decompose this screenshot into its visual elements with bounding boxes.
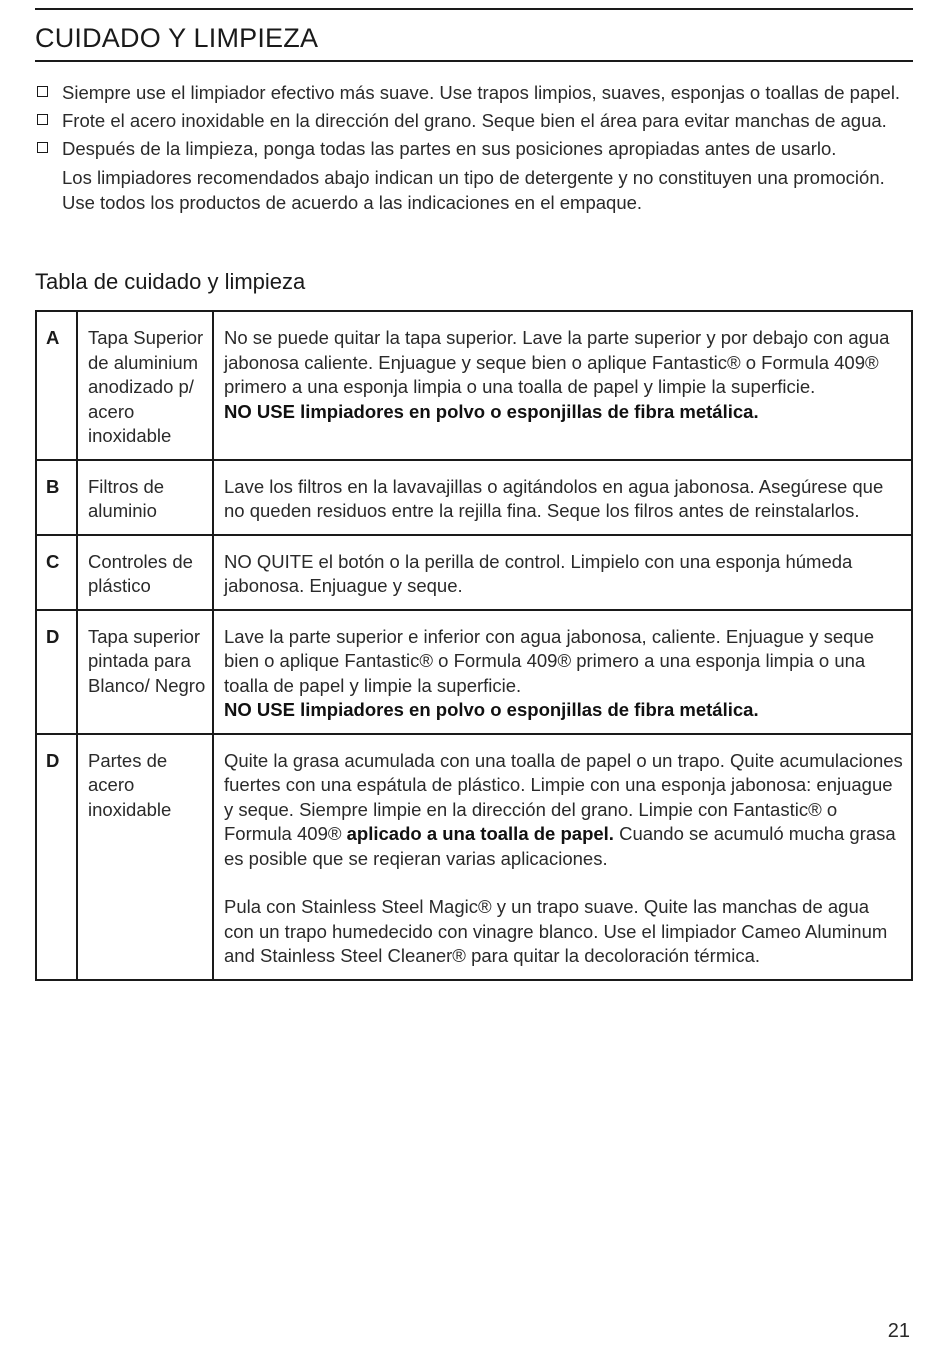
table-row <box>36 610 912 734</box>
row-letter: A <box>36 311 77 460</box>
part-name: Controles de plástico <box>77 535 213 610</box>
checkbox-icon <box>37 114 48 125</box>
row-letter: D <box>36 610 77 734</box>
section-title: Tabla de cuidado y limpieza <box>35 269 306 294</box>
instructions <box>213 535 912 610</box>
checkbox-icon <box>37 86 48 97</box>
instruction-text: Cuando se acumuló mucha grasa es posible que se reqieran varias aplicaciones. <box>224 823 896 869</box>
page-content <box>35 8 913 981</box>
title-rule <box>35 60 913 62</box>
part-name: Tapa superior pintada para Blanco/ Negro <box>77 610 213 734</box>
page-number: 21 <box>887 1320 910 1342</box>
cleaner-note: Los limpiadores recomendados abajo indican un tipo de detergente y no constituyen una promoción. Use todos los productos de acuerdo a las indicaciones en el empaque. <box>62 167 885 213</box>
instruction-text: NO QUITE el botón o la perilla de control. Limpielo con una esponja húmeda jabonosa. Enjuague y seque. <box>224 550 853 596</box>
list-item-text: Después de la limpieza, ponga todas las partes en sus posiciones apropiadas antes de usarlo. <box>62 138 837 159</box>
instructions <box>213 610 912 734</box>
row-letter: B <box>36 460 77 535</box>
instruction-text: Lave los filtros en la lavavajillas o agitándolos en agua jabonosa. Asegúrese que no queden residuos entre la rejilla fina. Seque los filros antes de reinstalarlos. <box>224 475 884 521</box>
warning-text: NO USE limpiadores en polvo o esponjillas de fibra metálica. <box>224 699 759 720</box>
emphasis-text: aplicado a una toalla de papel. <box>346 823 614 844</box>
instructions <box>213 734 912 980</box>
checkbox-icon <box>37 142 48 153</box>
part-name: Filtros de aluminio <box>77 460 213 535</box>
care-table <box>35 310 913 981</box>
list-item-text: Frote el acero inoxidable en la dirección del grano. Seque bien el área para evitar manchas de agua. <box>62 110 887 131</box>
list-item <box>35 136 913 161</box>
page-title: CUIDADO Y LIMPIEZA <box>35 23 319 53</box>
instruction-paragraph <box>224 749 903 872</box>
instructions <box>213 460 912 535</box>
top-rule <box>35 8 913 10</box>
row-letter: D <box>36 734 77 980</box>
table-row <box>36 734 912 980</box>
instruction-text: No se puede quitar la tapa superior. Lave la parte superior y por debajo con agua jabonosa caliente. Enjuague y seque bien o aplique Fantastic® o Formula 409® primero a una esponja limpia o una toalla de papel y limpie la superficie. <box>224 327 890 397</box>
list-item <box>35 108 913 133</box>
instructions <box>213 311 912 460</box>
table-row <box>36 460 912 535</box>
table-row <box>36 311 912 460</box>
row-letter: C <box>36 535 77 610</box>
instruction-text: Lave la parte superior e inferior con agua jabonosa, caliente. Enjuague y seque bien o aplique Fantastic® o Formula 409® primero a una esponja limpia o una toalla de papel y limpie la superficie. <box>224 625 874 696</box>
list-item-text: Siempre use el limpiador efectivo más suave. Use trapos limpios, suaves, esponjas o toallas de papel. <box>62 82 901 103</box>
instruction-text: Quite la grasa acumulada con una toalla de papel o un trapo. Quite acumulaciones fuertes con una espátula de plástico. Limpie con una esponja jabonosa: enjuague y seque. Siempre limpie en la dirección del grano. Limpie con Fantastic® o Formula 409® <box>224 749 903 844</box>
warning-text: NO USE limpiadores en polvo o esponjillas de fibra metálica. <box>224 400 759 422</box>
part-name: Tapa Superior de aluminium anodizado p/ acero inoxidable <box>77 311 213 460</box>
list-item <box>35 80 913 105</box>
table-row <box>36 535 912 610</box>
tips-list <box>35 80 913 161</box>
instruction-paragraph: Pula con Stainless Steel Magic® y un trapo suave. Quite las manchas de agua con un trapo humedecido con vinagre blanco. Use el limpiador Cameo Aluminum and Stainless Steel Cleaner® para quitar la decoloración térmica. <box>224 896 888 966</box>
part-name: Partes de acero inoxidable <box>77 734 213 980</box>
